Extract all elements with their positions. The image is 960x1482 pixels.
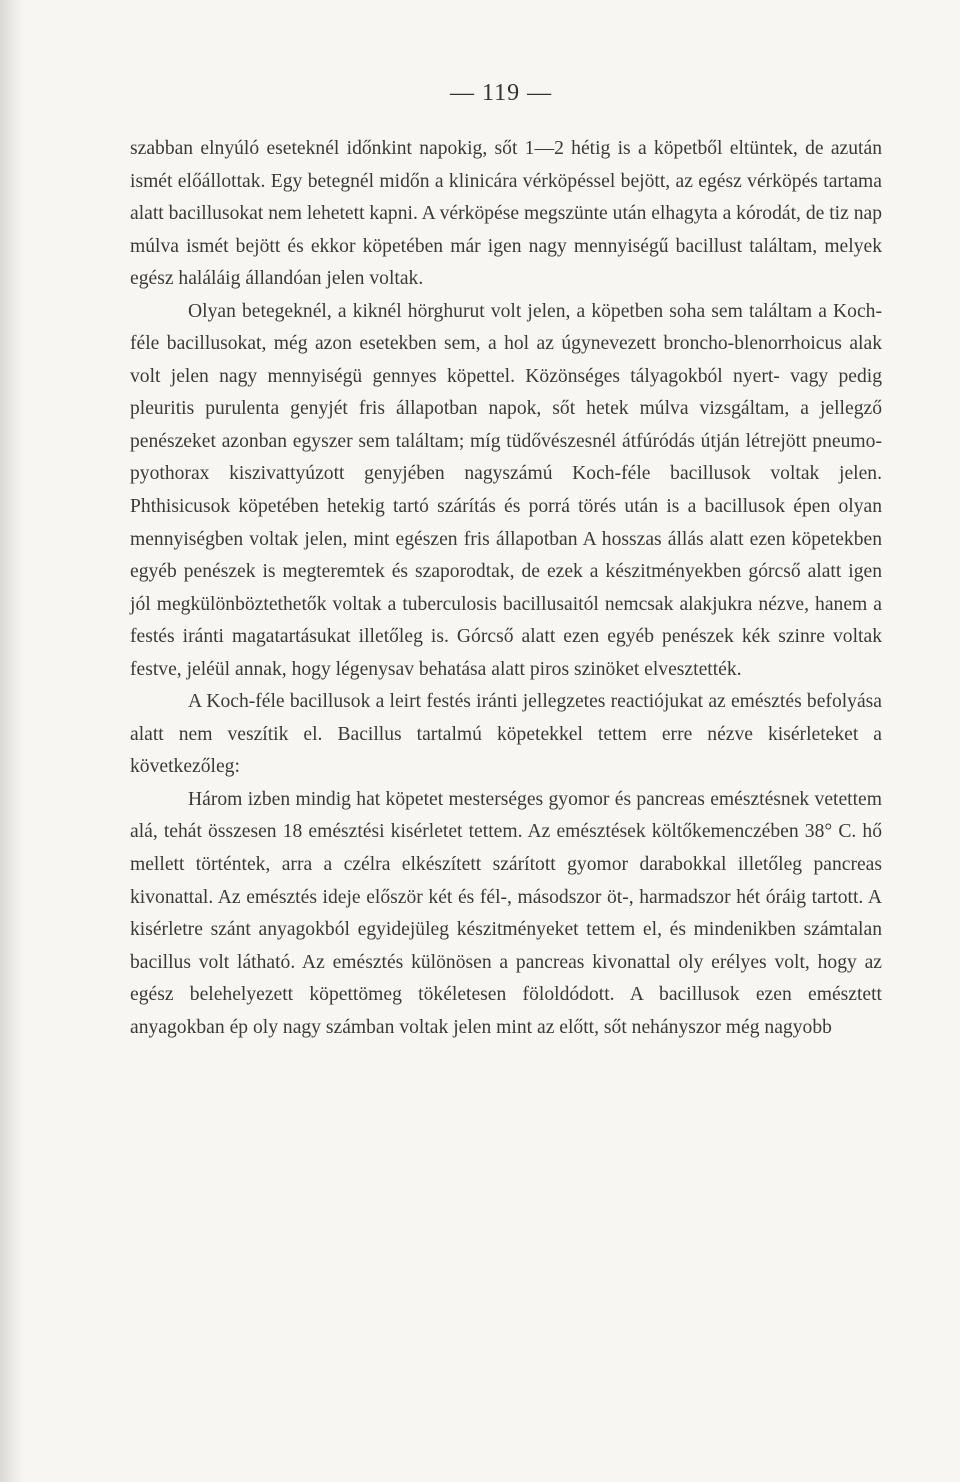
page-left-edge-shadow	[0, 0, 24, 1482]
paragraph-2: Olyan betegeknél, a kiknél hörghurut volt jelen, a köpetben soha sem találtam a Koch-féle bacillusokat, még azon esetekben sem, a hol az úgynevezett broncho-blenorrhoicus alak volt jelen nagy mennyiségü gennyes köpettel. Közönséges tályagokból nyert- vagy pedig pleuritis purulenta genyjét fris állapotban napok, sőt hetek múlva vizsgáltam, a jellegző penészeket azonban egyszer sem találtam; míg tüdővészesnél átfúródás útján létrejött pneumo-pyothorax kiszivattyúzott genyjében nagyszámú Koch-féle bacillusok voltak jelen. Phthisicusok köpetében hetekig tartó szárítás és porrá törés után is a bacillusok épen olyan mennyiségben voltak jelen, mint egészen fris állapotban A hosszas állás alatt ezen köpetekben egyéb penészek is megteremtek és szaporodtak, de ezek a készitményekben górcső alatt igen jól megkülönböztethetők voltak a tuberculosis bacillusaitól nemcsak alakjukra nézve, hanem a festés iránti magatartásukat illetőleg is. Górcső alatt ezen egyéb penészek kék szinre voltak festve, jeléül annak, hogy légenysav behatása alatt piros szinöket elvesztették.	[130, 300, 882, 680]
paragraph-1: szabban elnyúló eseteknél időnkint napokig, sőt 1—2 hétig is a köpetből eltüntek, de azután ismét előállottak. Egy betegnél midőn a klinicára vérköpéssel bejött, az egész vérköpés tartama alatt bacillusokat nem lehetett kapni. A vérköpése megszünte után elhagyta a kórodát, de tiz nap múlva ismét bejött és ekkor köpetében már igen nagy mennyiségű bacillust találtam, melyek egész haláláig állandóan jelen voltak.	[130, 138, 882, 290]
body-text	[130, 133, 882, 1044]
paragraph-4: Három izben mindig hat köpetet mesterséges gyomor és pancreas emésztésnek vetettem alá, tehát összesen 18 emésztési kisérletet tettem. Az emésztések költőkemenczében 38° C. hő mellett történtek, arra a czélra elkészített szárított gyomor darabokkal illetőleg pancreas kivonattal. Az emésztés ideje először két és fél-, másodszor öt-, harmadszor hét óráig tartott. A kisérletre szánt anyagokból egyidejüleg készitményeket tettem el, és mindenikben számtalan bacillus volt látható. Az emésztés különösen a pancreas kivonattal oly erélyes volt, hogy az egész belehelyezett köpettömeg tökéletesen föloldódott. A bacillusok ezen emésztett anyagokban ép oly nagy számban voltak jelen mint az előtt, sőt nehányszor még nagyobb	[130, 788, 882, 1038]
paragraph-3: A Koch-féle bacillusok a leirt festés iránti jellegzetes reactiójukat az emésztés befolyása alatt nem veszítik el. Bacillus tartalmú köpetekkel tettem erre nézve kisérleteket a következőleg:	[130, 691, 882, 778]
page-number: — 119 —	[450, 80, 553, 106]
